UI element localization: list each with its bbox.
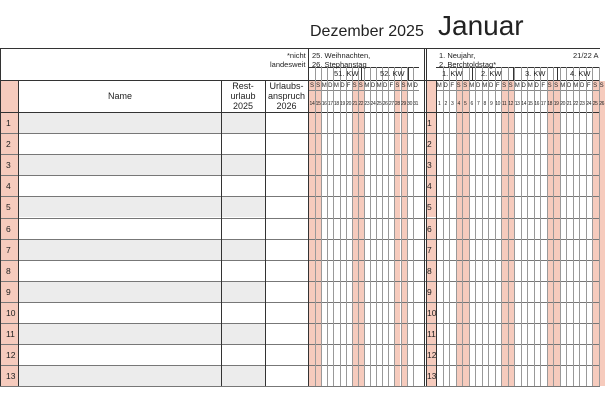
row-number: 10 (6, 307, 16, 318)
jan-day-line (573, 67, 574, 386)
header-bottom-line (0, 112, 600, 113)
jan-day-letter: M (482, 83, 488, 89)
jan-week-sep (557, 67, 558, 80)
jan-week-label: 1. KW (442, 69, 463, 78)
row-line (0, 323, 600, 324)
dec-day-line (333, 67, 334, 386)
dec-day-number: 20 (346, 101, 352, 107)
row-line (0, 386, 600, 387)
jan-day-line (456, 67, 457, 386)
dec-day-line (340, 67, 341, 386)
jan-day-number: 24 (586, 101, 592, 107)
jan-day-line (599, 67, 600, 386)
dec-day-line (394, 67, 395, 386)
jan-day-line (501, 67, 502, 386)
jan-day-letter: S (508, 83, 513, 89)
dec-day-line (401, 67, 402, 386)
jan-row-number: 6 (427, 223, 432, 234)
dec-day-letter: S (395, 83, 400, 89)
row-line (0, 302, 600, 303)
dec-day-letter: M (376, 83, 382, 89)
row-number: 11 (6, 329, 15, 339)
jan-row-number: 2 (427, 139, 432, 150)
jan-day-number: 13 (514, 101, 520, 107)
dec-day-letter: S (316, 83, 321, 89)
rest-cell-shaded (222, 365, 265, 386)
jan-day-letter: D (521, 83, 526, 89)
jan-day-letter: D (476, 83, 481, 89)
jan-day-line (560, 67, 561, 386)
dec-day-line (321, 67, 322, 386)
row-line (0, 260, 600, 261)
row-line (0, 175, 600, 176)
dec-day-number: 19 (340, 101, 345, 107)
row-number: 8 (6, 265, 11, 276)
dec-day-line (388, 67, 389, 386)
row-number: 3 (6, 160, 11, 171)
dec-day-letter: M (333, 83, 339, 89)
jan-day-line (534, 67, 535, 386)
jan-row-number-head-bg (426, 81, 436, 112)
dec-day-number: 22 (358, 101, 364, 107)
jan-week-label: 3. KW (525, 69, 546, 78)
jan-day-line (553, 67, 554, 386)
jan-row-number: 8 (427, 265, 432, 276)
month-divider-b (426, 48, 427, 386)
jan-day-number: 3 (450, 101, 454, 107)
frame-top-line (0, 48, 600, 49)
jan-day-line (495, 67, 496, 386)
jan-day-letter: M (514, 83, 520, 89)
row-line (0, 239, 600, 240)
jan-day-line (521, 67, 522, 386)
dec-day-number: 23 (364, 101, 370, 107)
title-december: Dezember 2025 (310, 23, 424, 40)
jan-day-number: 7 (476, 101, 480, 107)
title-january: Januar (438, 10, 524, 41)
name-cell-shaded (19, 154, 221, 175)
jan-day-number: 19 (553, 101, 559, 107)
jan-day-number: 17 (540, 101, 546, 107)
jan-week-sep (513, 67, 514, 80)
jan-day-letter: S (554, 83, 559, 89)
jan-day-number: 4 (457, 101, 460, 107)
jan-day-number: 18 (547, 101, 553, 107)
row-line (0, 196, 600, 197)
row-line (0, 344, 600, 345)
jan-right-note: 21/22 A (573, 51, 599, 60)
jan-day-letter: F (541, 83, 546, 89)
dec-day-number: 26 (382, 101, 388, 107)
jan-day-number: 25 (592, 101, 598, 107)
jan-day-line (527, 67, 528, 386)
jan-day-letter: S (547, 83, 552, 89)
dec-day-number: 29 (401, 101, 406, 107)
dec-day-letter: S (358, 83, 363, 89)
row-line (0, 154, 600, 155)
dec-day-number: 25 (376, 101, 382, 107)
dec-day-letter: M (364, 83, 370, 89)
jan-row-number: 11 (427, 329, 436, 339)
rest-cell-shaded (222, 112, 265, 133)
name-cell-shaded (19, 365, 221, 386)
jan-week-label: 4. KW (570, 69, 591, 78)
dec-day-line (413, 67, 414, 386)
dec-day-number: 16 (321, 101, 327, 107)
dec-day-number: 17 (327, 101, 333, 107)
row-number: 1 (6, 118, 11, 128)
jan-day-letter: S (502, 83, 507, 89)
jan-day-line (540, 67, 541, 386)
row-number: 12 (6, 350, 16, 361)
dec-day-letter: S (401, 83, 406, 89)
row-line (0, 365, 600, 366)
row-number: 4 (6, 181, 11, 192)
dec-day-line (352, 67, 353, 386)
dec-week-label: 51. KW (334, 69, 359, 78)
jan-day-line (579, 67, 580, 386)
jan-day-letter: F (495, 83, 500, 89)
jan-day-number: 5 (463, 101, 467, 107)
jan-day-line (566, 67, 567, 386)
jan-day-letter: M (436, 83, 442, 89)
dec-day-number: 27 (388, 101, 394, 107)
jan-day-letter: F (586, 83, 591, 89)
rest-cell-shaded (222, 239, 265, 260)
dec-day-line (327, 67, 328, 386)
jan-day-line (592, 67, 593, 386)
dec-day-number: 21 (352, 101, 358, 107)
name-cell-shaded (19, 239, 221, 260)
jan-day-letter: M (469, 83, 475, 89)
jan-day-number: 15 (527, 101, 533, 107)
jan-day-letter: D (443, 83, 448, 89)
dec-day-number: 28 (394, 101, 400, 107)
jan-day-line (462, 67, 463, 386)
jan-start-divider (436, 80, 437, 386)
row-line (0, 218, 600, 219)
jan-day-line (482, 67, 483, 386)
dec-day-line (364, 67, 365, 386)
dec-day-line (358, 67, 359, 386)
column-header-claim: Urlaubs- anspruch 2026 (267, 81, 306, 111)
row-number: 7 (6, 244, 11, 255)
jan-day-letter: D (489, 83, 494, 89)
dec-day-line (376, 67, 377, 386)
dec-start-divider (308, 48, 309, 386)
row-line (0, 281, 600, 282)
jan-day-number: 14 (521, 101, 527, 107)
name-cell-shaded (19, 323, 221, 344)
dec-day-letter: D (370, 83, 376, 89)
jan-day-letter: M (573, 83, 579, 89)
jan-day-number: 23 (579, 101, 585, 107)
jan-row-number: 12 (427, 350, 437, 361)
jan-day-number: 10 (495, 101, 501, 107)
jan-day-number: 20 (560, 101, 566, 107)
dec-day-number: 31 (413, 101, 419, 107)
jan-row-number: 7 (427, 244, 432, 255)
jan-day-letter: M (527, 83, 533, 89)
note-nicht: *nicht (287, 51, 306, 60)
jan-day-line (547, 67, 548, 386)
dec-week-sep (361, 67, 362, 80)
name-divider (221, 81, 222, 386)
jan-row-number: 10 (427, 307, 437, 318)
jan-row-number: 3 (427, 160, 432, 171)
jan-day-number: 2 (444, 101, 447, 107)
jan-row-number: 1 (427, 118, 432, 128)
dec-day-letter: S (309, 83, 314, 89)
jan-day-line (475, 67, 476, 386)
frame-left (0, 48, 1, 386)
rest-cell-shaded (222, 154, 265, 175)
dec-day-number: 30 (407, 101, 413, 107)
jan-day-letter: M (560, 83, 566, 89)
rest-cell-shaded (222, 196, 265, 217)
column-header-name: Name (107, 91, 132, 101)
dec-holiday-1: 25. Weihnachten, (312, 51, 371, 60)
jan-day-line (508, 67, 509, 386)
jan-day-letter: D (567, 83, 572, 89)
jan-holiday-2: 2. Berchtoldstag* (439, 60, 497, 69)
name-cell-shaded (19, 196, 221, 217)
jan-day-letter: S (593, 83, 598, 89)
jan-row-number: 9 (427, 286, 432, 297)
dec-day-number: 15 (315, 101, 321, 107)
row-number: 6 (6, 223, 11, 234)
row-number: 5 (6, 202, 11, 213)
dec-week-label: 52. KW (380, 69, 405, 78)
jan-day-number: 8 (483, 101, 486, 107)
jan-day-letter: F (450, 83, 455, 89)
dec-holiday-2: 26. Stephanstag (312, 60, 367, 69)
dec-day-letter: D (383, 83, 388, 89)
jan-day-number: 9 (489, 101, 493, 107)
row-line (0, 133, 600, 134)
row-number: 13 (6, 371, 16, 382)
rest-cell-shaded (222, 323, 265, 344)
jan-day-number: 26 (599, 101, 605, 107)
dec-day-line (370, 67, 371, 386)
jan-day-number: 1 (437, 101, 441, 107)
jan-day-line (488, 67, 489, 386)
jan-day-number: 12 (508, 101, 514, 107)
jan-holiday-1: 1. Neujahr, (439, 51, 476, 60)
dec-day-letter: D (413, 83, 418, 89)
dec-day-line (315, 67, 316, 386)
dec-day-letter: M (407, 83, 413, 89)
jan-day-line (443, 67, 444, 386)
dec-day-letter: D (340, 83, 345, 89)
dec-day-letter: S (352, 83, 357, 89)
jan-day-letter: D (580, 83, 585, 89)
dec-day-number: 14 (309, 101, 315, 107)
month-divider-a (424, 48, 425, 386)
jan-row-number: 4 (427, 181, 432, 192)
dec-day-line (407, 67, 408, 386)
name-cell-shaded (19, 112, 221, 133)
dec-day-number: 18 (333, 101, 339, 107)
rownum-divider (18, 81, 19, 386)
jan-day-letter: D (534, 83, 539, 89)
jan-day-line (514, 67, 515, 386)
jan-letter-line (436, 90, 600, 91)
dec-day-letter: F (346, 83, 351, 89)
jan-day-number: 22 (573, 101, 579, 107)
jan-week-sep (472, 67, 473, 80)
dec-day-letter: F (389, 83, 394, 89)
jan-day-line (586, 67, 587, 386)
rest-cell-shaded (222, 281, 265, 302)
note-landesweit: landesweit (270, 60, 306, 69)
jan-day-number: 16 (534, 101, 540, 107)
jan-week-label: 2. KW (481, 69, 502, 78)
jan-day-number: 11 (501, 101, 507, 107)
rest-divider (265, 81, 266, 386)
jan-day-line (449, 67, 450, 386)
jan-day-number: 6 (470, 101, 473, 107)
jan-row-number: 5 (427, 202, 432, 213)
dec-day-line (346, 67, 347, 386)
dec-week-sep (408, 67, 409, 80)
name-cell-shaded (19, 281, 221, 302)
jan-day-line (469, 67, 470, 386)
jan-day-number: 21 (566, 101, 572, 107)
dec-day-number: 24 (370, 101, 376, 107)
row-number: 9 (6, 286, 11, 297)
jan-day-letter: S (463, 83, 468, 89)
jan-row-number: 13 (427, 371, 437, 382)
dec-day-line (382, 67, 383, 386)
dec-day-letter: D (328, 83, 333, 89)
dec-day-letter: M (321, 83, 327, 89)
jan-day-letter: S (599, 83, 604, 89)
row-number: 2 (6, 139, 11, 150)
column-header-rest: Rest- urlaub 2025 (230, 81, 256, 111)
jan-day-letter: S (456, 83, 461, 89)
